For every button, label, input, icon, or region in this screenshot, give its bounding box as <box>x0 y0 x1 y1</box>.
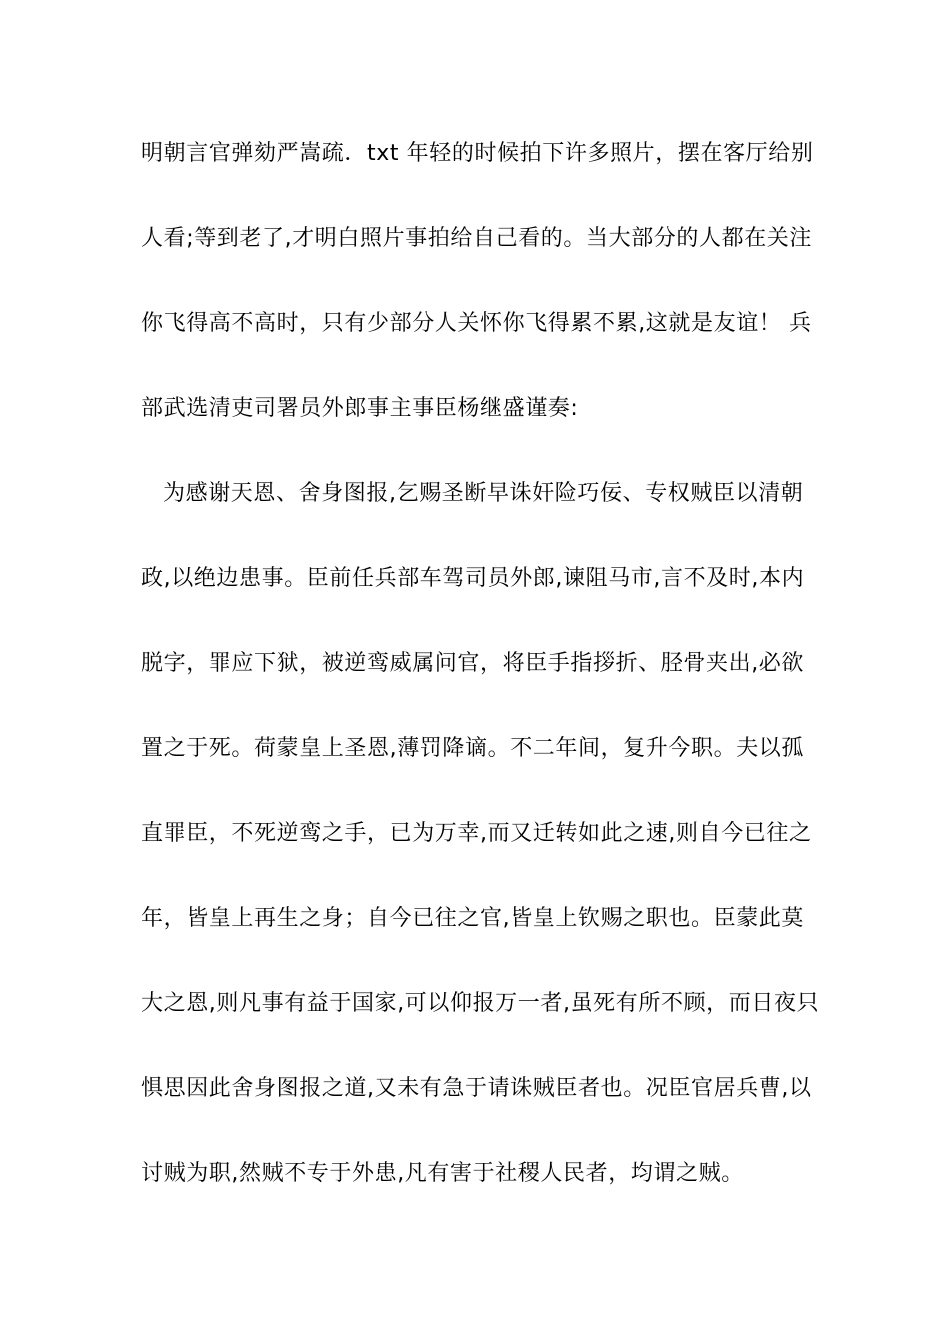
text-line-2: 人看;等到老了,才明白照片事拍给自己看的。当大部分的人都在关注 <box>141 226 813 251</box>
text-line-1: 明朝言官弹劾严嵩疏．txt 年轻的时候拍下许多照片，摆在客厅给别 <box>141 141 814 166</box>
text-line-11: 大之恩,则凡事有益于国家,可以仰报万一者,虽死有所不顾，而日夜只 <box>141 991 820 1016</box>
text-line-8: 置之于死。荷蒙皇上圣恩,薄罚降谪。不二年间，复升今职。夫以孤 <box>141 736 804 761</box>
text-line-9: 直罪臣，不死逆鸾之手，已为万幸,而又迁转如此之速,则自今已往之 <box>141 821 812 846</box>
text-line-12: 惧思因此舍身图报之道,又未有急于请诛贼臣者也。况臣官居兵曹,以 <box>141 1076 812 1101</box>
text-line-6: 政,以绝边患事。臣前任兵部车驾司员外郎,谏阻马市,言不及时,本内 <box>141 566 805 591</box>
text-line-4: 部武选清吏司署员外郎事主事臣杨继盛谨奏: <box>141 396 579 421</box>
text-line-10: 年，皆皇上再生之身；自今已往之官,皆皇上钦赐之职也。臣蒙此莫 <box>141 906 804 931</box>
text-line-3: 你飞得高不高时，只有少部分人关怀你飞得累不累,这就是友谊！ 兵 <box>141 311 812 336</box>
text-line-13: 讨贼为职,然贼不专于外患,凡有害于社稷人民者，均谓之贼。 <box>141 1161 744 1186</box>
text-line-5: 为感谢天恩、舍身图报,乞赐圣断早诛奸险巧佞、专权贼臣以清朝 <box>163 481 804 506</box>
text-line-7: 脱字，罪应下狱，被逆鸾威属问官，将臣手指拶折、胫骨夹出,必欲 <box>141 651 804 676</box>
document-body <box>141 128 821 1233</box>
